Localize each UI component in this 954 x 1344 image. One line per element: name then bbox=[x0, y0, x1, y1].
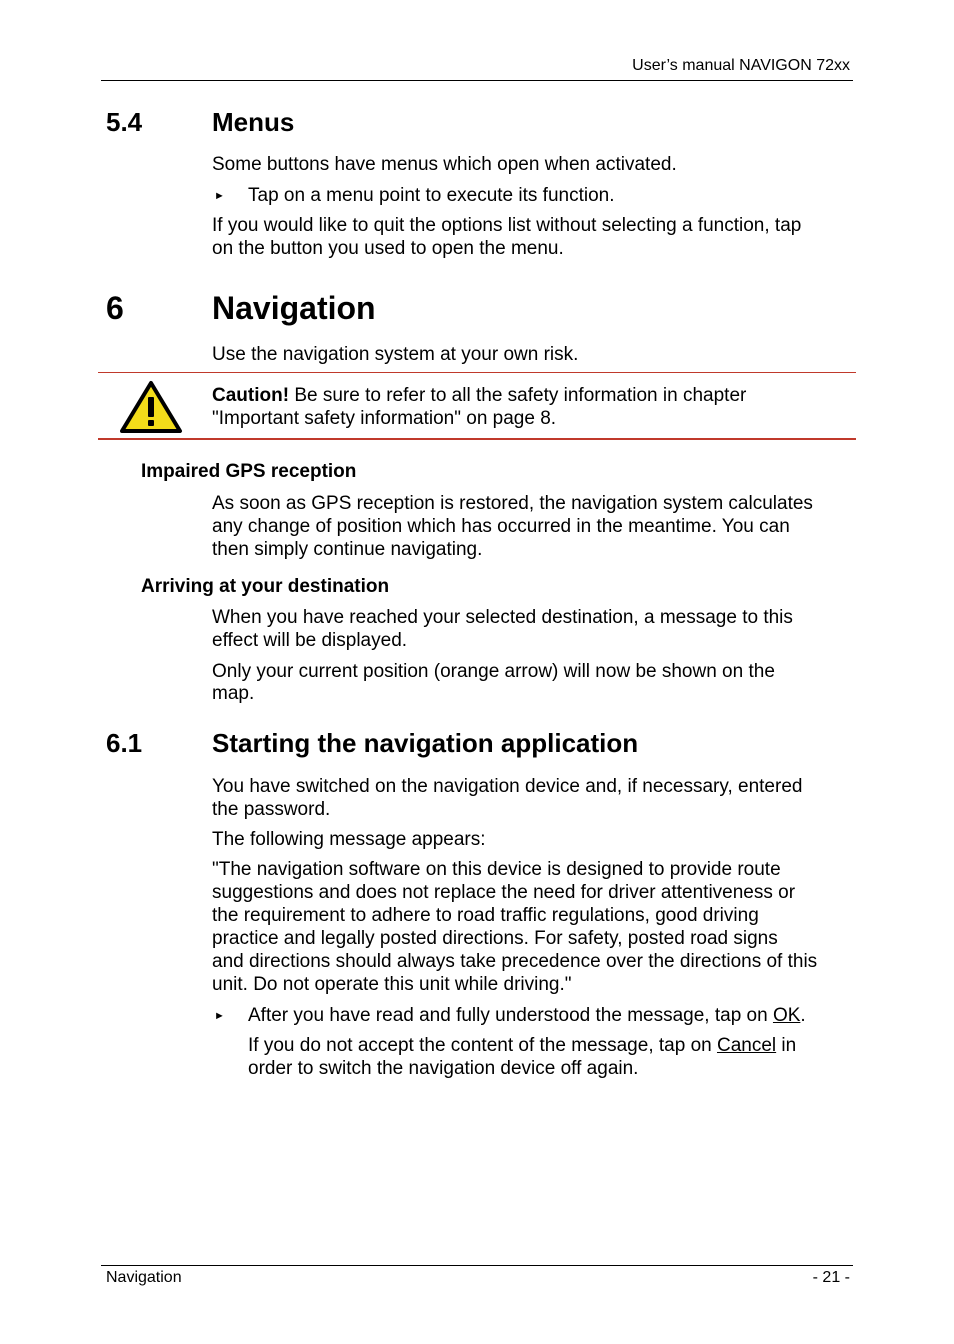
section-number: 6.1 bbox=[106, 728, 143, 758]
paragraph-line: If you would like to quit the options list without selecting a function, tap bbox=[212, 215, 802, 236]
bullet-continuation: order to switch the navigation device off again. bbox=[248, 1058, 639, 1079]
paragraph-line: Only your current position (orange arrow) will now be shown on the bbox=[212, 661, 775, 682]
footer-rule bbox=[101, 1265, 853, 1266]
bullet-text-part: in bbox=[776, 1035, 797, 1056]
section-title: Menus bbox=[212, 107, 295, 137]
paragraph: Some buttons have menus which open when activated. bbox=[212, 154, 677, 175]
caution-line: "Important safety information" on page 8. bbox=[212, 408, 557, 429]
bullet-arrow-icon: ► bbox=[214, 1010, 225, 1022]
quote-line: and directions should always take precedence over the directions of this bbox=[212, 951, 818, 972]
paragraph: The following message appears: bbox=[212, 829, 486, 850]
paragraph-line: effect will be displayed. bbox=[212, 630, 408, 651]
paragraph-line: on the button you used to open the menu. bbox=[212, 238, 564, 259]
paragraph-line: any change of position which has occurred in the meantime. You can bbox=[212, 516, 790, 537]
bullet-text-part: . bbox=[800, 1005, 806, 1026]
caution-bottom-rule bbox=[98, 438, 856, 440]
bullet-text bbox=[248, 1004, 853, 1027]
chapter-title: Navigation bbox=[212, 290, 376, 326]
bullet-text-part: After you have read and fully understood the message, tap on bbox=[248, 1005, 773, 1026]
header-rule bbox=[101, 80, 853, 81]
ok-link: OK bbox=[772, 1005, 801, 1026]
subheading: Impaired GPS reception bbox=[141, 461, 357, 482]
quote-line: suggestions and does not replace the need for driver attentiveness or bbox=[212, 882, 796, 903]
footer-chapter: Navigation bbox=[106, 1269, 182, 1286]
bullet-arrow-icon: ► bbox=[214, 190, 225, 202]
bullet-continuation bbox=[248, 1034, 853, 1057]
caution-text bbox=[212, 384, 852, 407]
page-number: - 21 - bbox=[812, 1269, 850, 1286]
section-number: 5.4 bbox=[106, 107, 143, 137]
cancel-link: Cancel bbox=[716, 1035, 777, 1056]
paragraph: Use the navigation system at your own risk. bbox=[212, 344, 579, 365]
paragraph-line: When you have reached your selected destination, a message to this bbox=[212, 607, 793, 628]
caution-label: Caution! bbox=[212, 385, 290, 406]
paragraph-line: the password. bbox=[212, 799, 331, 820]
chapter-number: 6 bbox=[106, 290, 124, 326]
caution-line: Be sure to refer to all the safety information in chapter bbox=[289, 385, 747, 406]
section-title: Starting the navigation application bbox=[212, 728, 639, 758]
quote-line: "The navigation software on this device is designed to provide route bbox=[212, 859, 781, 880]
paragraph-line: map. bbox=[212, 683, 255, 704]
subheading: Arriving at your destination bbox=[141, 576, 390, 597]
quote-line: the requirement to adhere to road traffic regulations, good driving bbox=[212, 905, 759, 926]
bullet-text-part: If you do not accept the content of the message, tap on bbox=[248, 1035, 717, 1056]
warning-triangle-icon bbox=[119, 380, 183, 434]
running-header: User’s manual NAVIGON 72xx bbox=[632, 57, 850, 74]
quote-line: practice and legally posted directions. For safety, posted road signs bbox=[212, 928, 778, 949]
caution-top-rule bbox=[98, 372, 856, 373]
paragraph-line: You have switched on the navigation device and, if necessary, entered bbox=[212, 776, 803, 797]
bullet-text: Tap on a menu point to execute its function. bbox=[248, 185, 615, 206]
paragraph-line: then simply continue navigating. bbox=[212, 539, 483, 560]
paragraph-line: As soon as GPS reception is restored, the navigation system calculates bbox=[212, 493, 813, 514]
quote-line: unit. Do not operate this unit while driving." bbox=[212, 974, 572, 995]
